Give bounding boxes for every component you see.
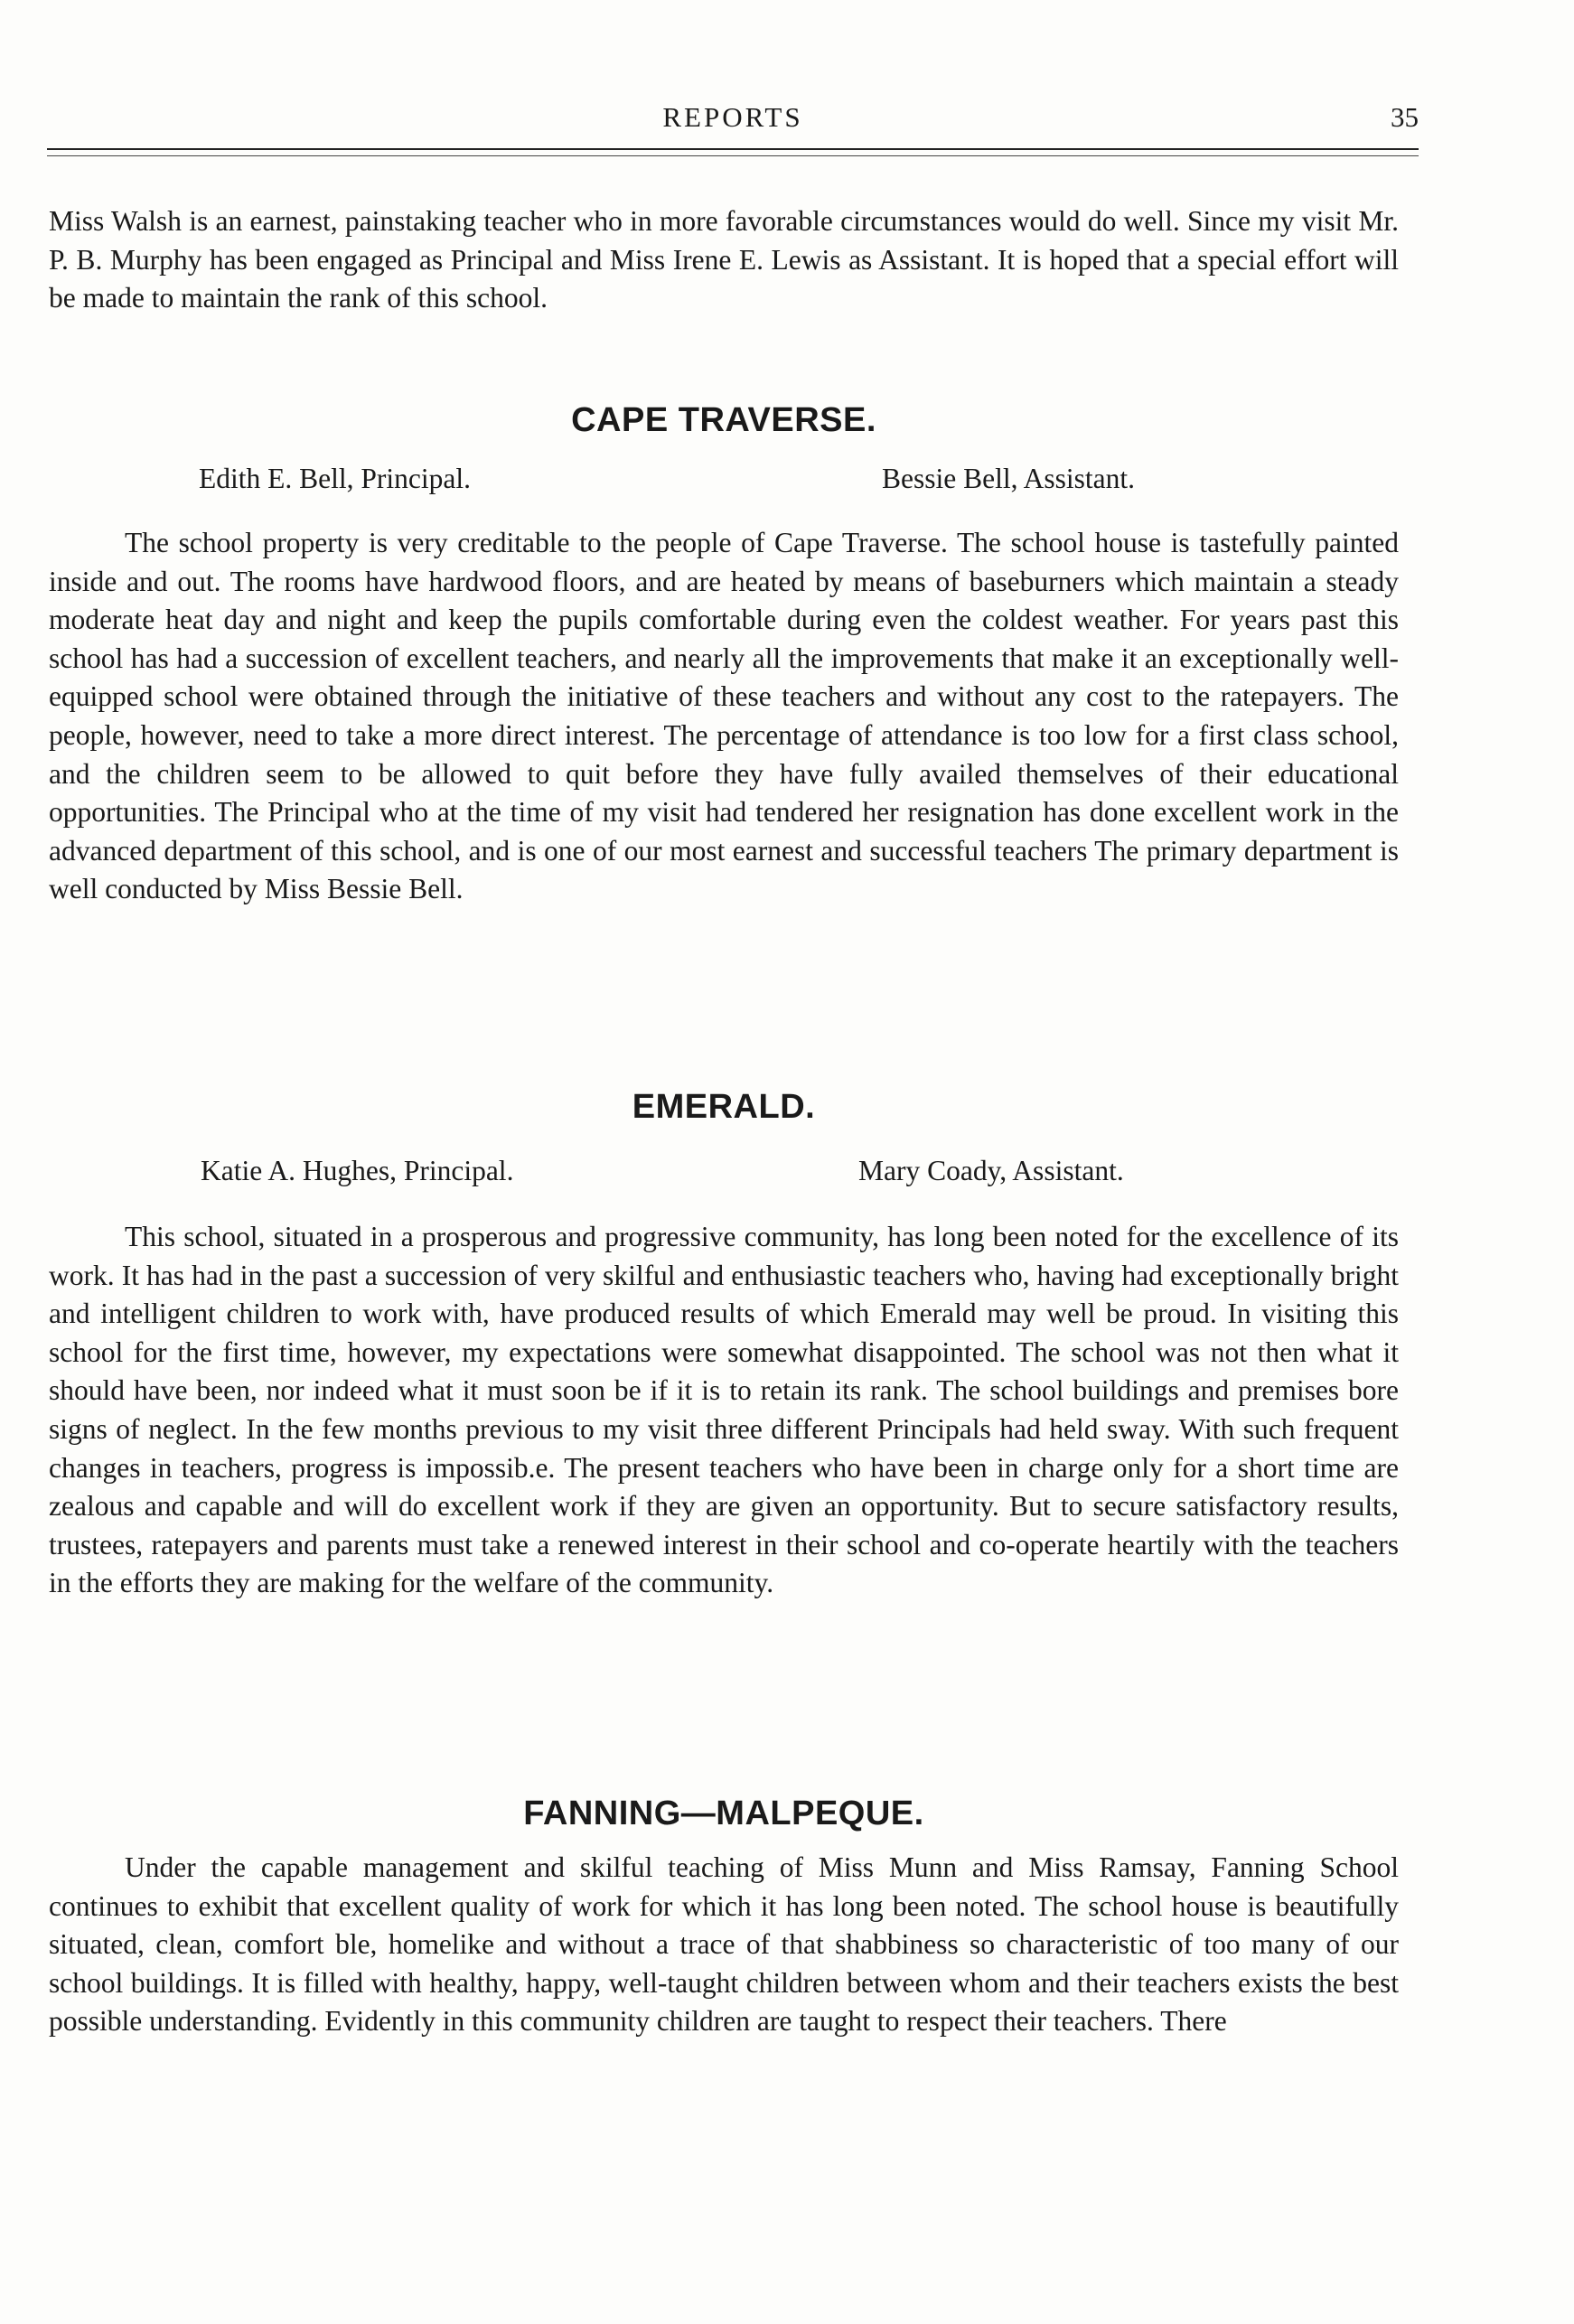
assistant-name: Bessie Bell, Assistant.: [882, 463, 1136, 494]
principal-name: Katie A. Hughes, Principal.: [201, 1155, 514, 1186]
header-rule: [47, 148, 1419, 150]
emerald-body: [49, 1218, 1399, 1603]
section-cape-traverse: [49, 401, 1399, 440]
running-title: REPORTS: [662, 101, 803, 133]
header-rule-thin: [47, 155, 1419, 156]
section-paragraph: Under the capable management and skilful teaching of Miss Munn and Miss Ramsay, Fanning School continues to exhibit that excellent quality of work for which it has long been noted. The school house is beautifully situated, clean, comfort ble, homelike and without a trace of that shabbiness so characteristic of too many of our school buildings. It is filled with healthy, happy, well-taught children between whom and their teachers exists the best possible understanding. Evidently in this community children are taught to respect their teachers. There: [49, 1851, 1399, 2038]
cape-traverse-body: [49, 524, 1399, 909]
fanning-malpeque-body: [49, 1849, 1399, 2041]
section-emerald: [49, 1088, 1399, 1127]
section-heading: CAPE TRAVERSE.: [571, 401, 876, 439]
section-paragraph: The school property is very creditable to the people of Cape Traverse. The school house is tastefully painted inside and out. The rooms have hardwood floors, and are heated by means of baseburners which maintain a steady moderate heat day and night and keep the pupils comfortable during even the coldest weather. For years past this school has had a succession of excellent teachers, and nearly all the improvements that make it an exceptionally well-equipped school were obtained through the initiative of these teachers and without any cost to the ratepayers. The people, however, need to take a more direct interest. The percentage of attendance is too low for a first class school, and the children seem to be allowed to quit before they have fully availed themselves of their educational opportunities. The Principal who at the time of my visit had tendered her resignation has done excellent work in the advanced department of this school, and is one of our most earnest and successful teachers The primary department is well conducted by Miss Bessie Bell.: [49, 527, 1399, 905]
section-fanning-malpeque: [49, 1795, 1399, 1833]
running-header: [47, 98, 1419, 137]
page-number: 35: [1391, 101, 1419, 133]
staff-cape-traverse: [49, 463, 1399, 502]
section-heading: EMERALD.: [632, 1088, 816, 1126]
principal-name: Edith E. Bell, Principal.: [199, 463, 471, 494]
intro-paragraph: Miss Walsh is an earnest, painstaking teacher who in more favorable circumstances would do well. Since my visit Mr. P. B. Murphy has been engaged as Principal and Miss Irene E. Lewis as Assistant. It is hoped that a special effort will be made to maintain the rank of this school.: [49, 205, 1399, 314]
staff-emerald: [49, 1155, 1399, 1195]
intro-block: [49, 202, 1399, 318]
assistant-name: Mary Coady, Assistant.: [858, 1155, 1124, 1186]
section-paragraph: This school, situated in a prosperous and progressive community, has long been noted for the excellence of its work. It has had in the past a succession of very skilful and enthusiastic teachers who, having had exceptionally bright and intelligent children to work with, have produced results of which Emerald may well be proud. In visiting this school for the first time, however, my expectations were somewhat disappointed. The school was not then what it should have been, nor indeed what it must soon be if it is to retain its rank. The school buildings and premises bore signs of neglect. In the few months previous to my visit three different Principals had held sway. With such frequent changes in teachers, progress is impossib.e. The present teachers who have been in charge only for a short time are zealous and capable and will do excellent work if they are given an opportunity. But to secure satisfactory results, trustees, ratepayers and parents must take a renewed interest in their school and co-operate heartily with the teachers in the efforts they are making for the welfare of the community.: [49, 1221, 1399, 1599]
section-heading: FANNING—MALPEQUE.: [523, 1795, 924, 1832]
